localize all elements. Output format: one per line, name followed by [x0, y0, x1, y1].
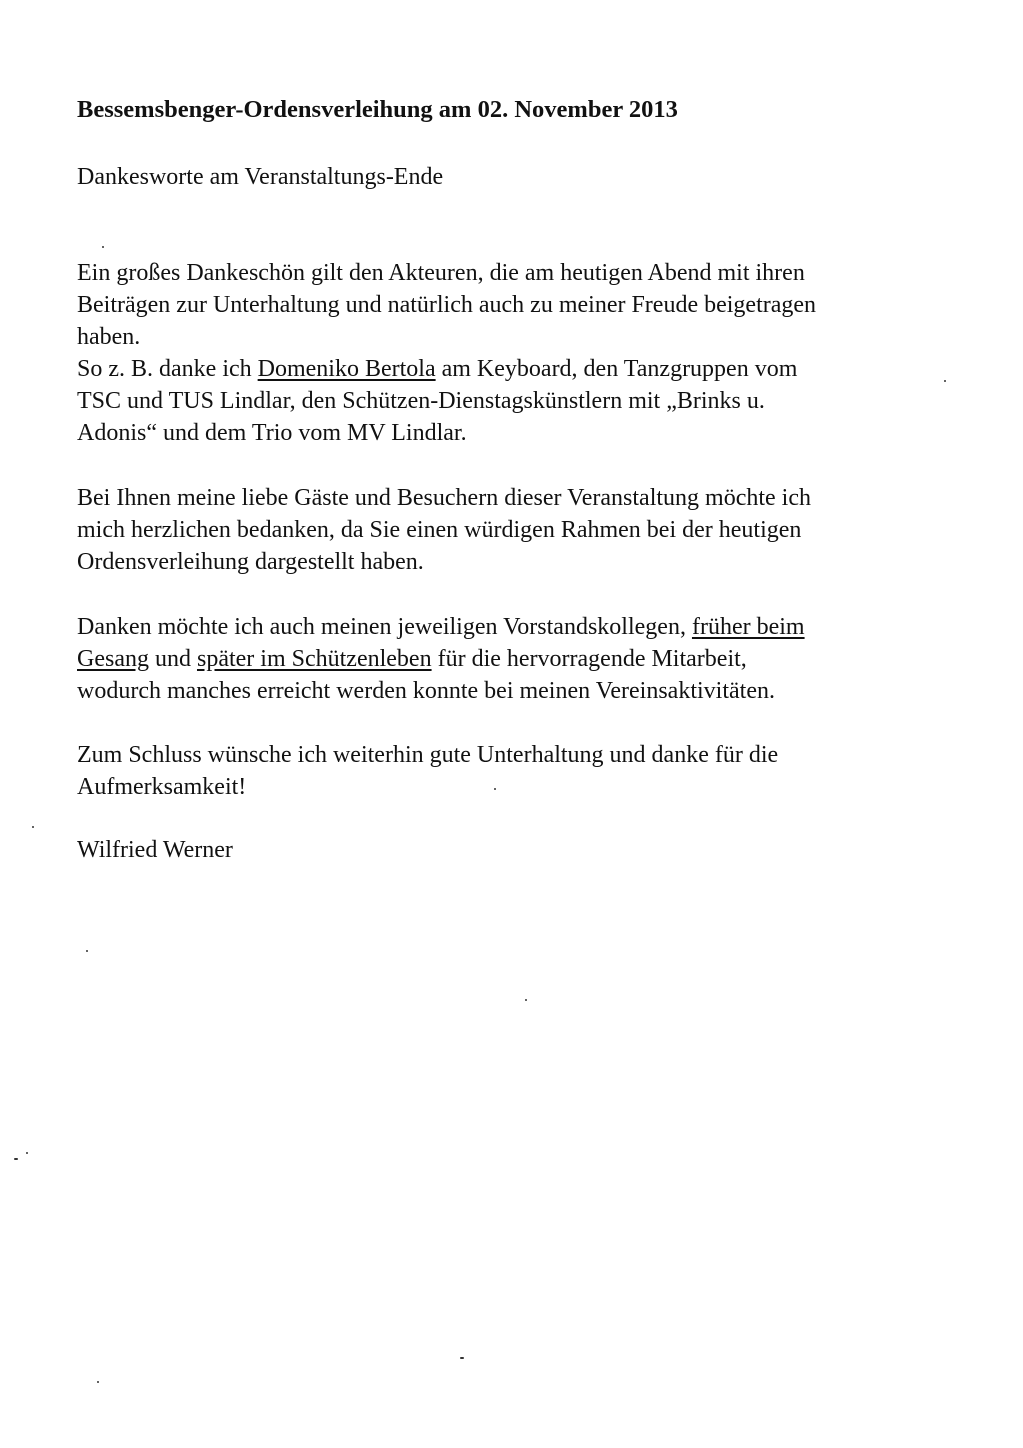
text-segment: So z. B. danke ich	[77, 356, 258, 382]
paragraph-thanks-colleagues	[77, 611, 805, 707]
text-segment: am Keyboard, den Tanzgruppen vom	[435, 356, 798, 382]
text-segment: und	[148, 646, 197, 672]
scan-speck	[525, 999, 527, 1001]
text-line: Aufmerksamkeit!	[77, 774, 247, 800]
signature: Wilfried Werner	[77, 837, 233, 863]
text-line: Zum Schluss wünsche ich weiterhin gute Unterhaltung und danke für die	[77, 742, 779, 768]
document-subtitle: Dankesworte am Veranstaltungs-Ende	[77, 164, 444, 190]
scan-speck	[460, 1357, 464, 1359]
text-line: wodurch manches erreicht werden konnte bei meinen Vereinsaktivitäten.	[77, 678, 775, 704]
scan-speck	[102, 246, 104, 248]
scan-speck	[97, 1381, 99, 1383]
paragraph-thanks-guests	[77, 482, 811, 578]
document-title: Bessemsbenger-Ordensverleihung am 02. November 2013	[77, 96, 678, 123]
text-line	[77, 643, 805, 675]
text-line	[77, 353, 816, 385]
text-line: Ordensverleihung dargestellt haben.	[77, 549, 424, 575]
underlined-name: Domeniko Bertola	[257, 356, 436, 382]
text-segment: für die hervorragende Mitarbeit,	[431, 646, 747, 672]
paragraph-thanks-performers	[77, 257, 816, 449]
scan-speck	[944, 380, 946, 382]
text-segment: Danken möchte ich auch meinen jeweiligen Vorstandskollegen,	[77, 614, 692, 640]
text-line: Adonis“ und dem Trio vom MV Lindlar.	[77, 420, 467, 446]
underlined-phrase: Gesang	[77, 646, 149, 672]
text-line: Ein großes Dankeschön gilt den Akteuren, die am heutigen Abend mit ihren	[77, 260, 805, 286]
paragraph-closing	[77, 739, 778, 803]
scan-speck	[494, 788, 496, 790]
text-line: Beiträgen zur Unterhaltung und natürlich auch zu meiner Freude beigetragen	[77, 292, 817, 318]
underlined-phrase: später im Schützenleben	[196, 646, 432, 672]
scan-speck	[32, 826, 34, 828]
underlined-phrase: früher beim	[691, 614, 805, 640]
text-line: mich herzlichen bedanken, da Sie einen würdigen Rahmen bei der heutigen	[77, 517, 802, 543]
text-line: Bei Ihnen meine liebe Gäste und Besuchern dieser Veranstaltung möchte ich	[77, 485, 811, 511]
text-line: haben.	[77, 324, 141, 350]
scan-speck	[14, 1158, 18, 1160]
scan-speck	[26, 1152, 28, 1154]
text-line	[77, 611, 805, 643]
scan-speck	[86, 950, 88, 952]
text-line: TSC und TUS Lindlar, den Schützen-Dienstagskünstlern mit „Brinks u.	[77, 388, 765, 414]
